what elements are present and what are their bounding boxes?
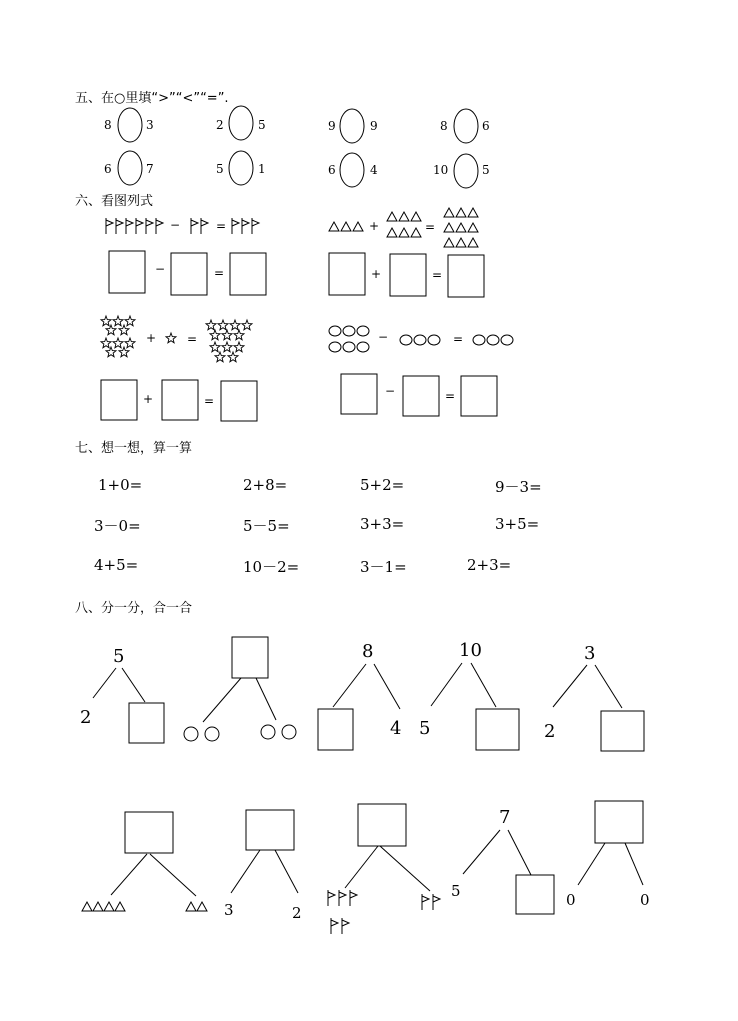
equation: 2+8=	[243, 476, 288, 494]
s5-left-5: 6	[104, 162, 112, 176]
s5-left-7: 6	[328, 163, 336, 177]
flags-group-2	[191, 218, 208, 234]
op-minus: −	[378, 330, 389, 344]
equation: 10－2=	[243, 558, 300, 576]
s5-right-5: 7	[146, 162, 154, 176]
s5-right-2: 5	[258, 118, 266, 132]
stars-group-6	[101, 316, 135, 357]
triangles-group-3	[329, 222, 363, 231]
circles-group-6	[329, 326, 369, 352]
section6-title: 六、看图列式	[75, 194, 154, 209]
op-equals: =	[204, 394, 215, 408]
equation: 5－5=	[243, 517, 290, 535]
tree6-triangles	[82, 902, 207, 911]
equation: 5+2=	[360, 476, 405, 494]
equation: 3+5=	[495, 515, 540, 533]
op-equals: =	[187, 332, 198, 346]
answer-boxes-row1[interactable]	[109, 251, 484, 297]
s5-right-6: 1	[258, 162, 266, 176]
equation: 4+5=	[94, 556, 139, 574]
s5-right-8: 5	[482, 163, 490, 177]
flags-group-3	[232, 218, 259, 234]
op-minus: −	[155, 262, 166, 276]
op-plus: +	[143, 392, 154, 406]
tree8-flags	[328, 890, 440, 934]
s5-left-2: 2	[216, 118, 224, 132]
equation: 3+3=	[360, 515, 405, 533]
tree3-top: 8	[362, 641, 374, 662]
equation: 9－3=	[495, 478, 542, 496]
equation: 3－1=	[360, 558, 407, 576]
tree8-left: 5	[451, 882, 461, 900]
flags-group-5	[106, 218, 163, 234]
equation: 1+0=	[98, 476, 143, 494]
s5-left-3: 9	[328, 119, 336, 133]
op-plus: +	[371, 267, 382, 281]
op-equals: =	[432, 268, 443, 282]
tree9-top: 7	[499, 807, 511, 828]
circles-group-3a	[400, 335, 440, 345]
tree4-left: 5	[419, 718, 431, 739]
s5-right-4: 6	[482, 119, 490, 133]
s5-left-8: 10	[433, 163, 449, 177]
tree3-right: 4	[390, 718, 402, 739]
triangles-group-9	[444, 208, 478, 247]
answer-boxes-row2[interactable]	[101, 374, 497, 421]
tree7-left: 3	[224, 901, 234, 919]
section8-title: 八、分一分，合一合	[75, 601, 193, 616]
op-equals: =	[425, 220, 436, 234]
tree10-left: 0	[566, 891, 576, 909]
section5-title: 五、在○里填“>”“<”“=”.	[75, 91, 229, 106]
circles-group-3b	[473, 335, 513, 345]
s5-left-6: 5	[216, 162, 224, 176]
s5-left-1: 8	[104, 118, 112, 132]
star-single	[166, 333, 176, 343]
equation: 2+3=	[467, 556, 512, 574]
op-minus: −	[385, 384, 396, 398]
op-equals: =	[216, 219, 227, 233]
op-plus: +	[369, 219, 380, 233]
equation: 3－0=	[94, 517, 141, 535]
s5-right-3: 9	[370, 119, 378, 133]
trees-row2	[111, 801, 643, 914]
s5-right-1: 3	[146, 118, 154, 132]
s5-left-4: 8	[440, 119, 448, 133]
op-equals: =	[445, 389, 456, 403]
op-minus: −	[170, 218, 181, 232]
tree1-left: 2	[80, 707, 92, 728]
tree1-top: 5	[113, 646, 125, 667]
comparison-ovals[interactable]	[118, 106, 478, 188]
tree4-top: 10	[459, 640, 482, 661]
triangles-group-6	[387, 212, 421, 237]
tree5-top: 3	[584, 643, 596, 664]
op-equals: =	[453, 332, 464, 346]
op-plus: +	[146, 331, 157, 345]
tree5-left: 2	[544, 721, 556, 742]
op-equals: =	[214, 266, 225, 280]
tree10-right: 0	[640, 891, 650, 909]
tree7-right: 2	[292, 904, 302, 922]
stars-group-7	[206, 320, 252, 362]
s5-right-7: 4	[370, 163, 378, 177]
section7-title: 七、想一想，算一算	[75, 441, 193, 456]
